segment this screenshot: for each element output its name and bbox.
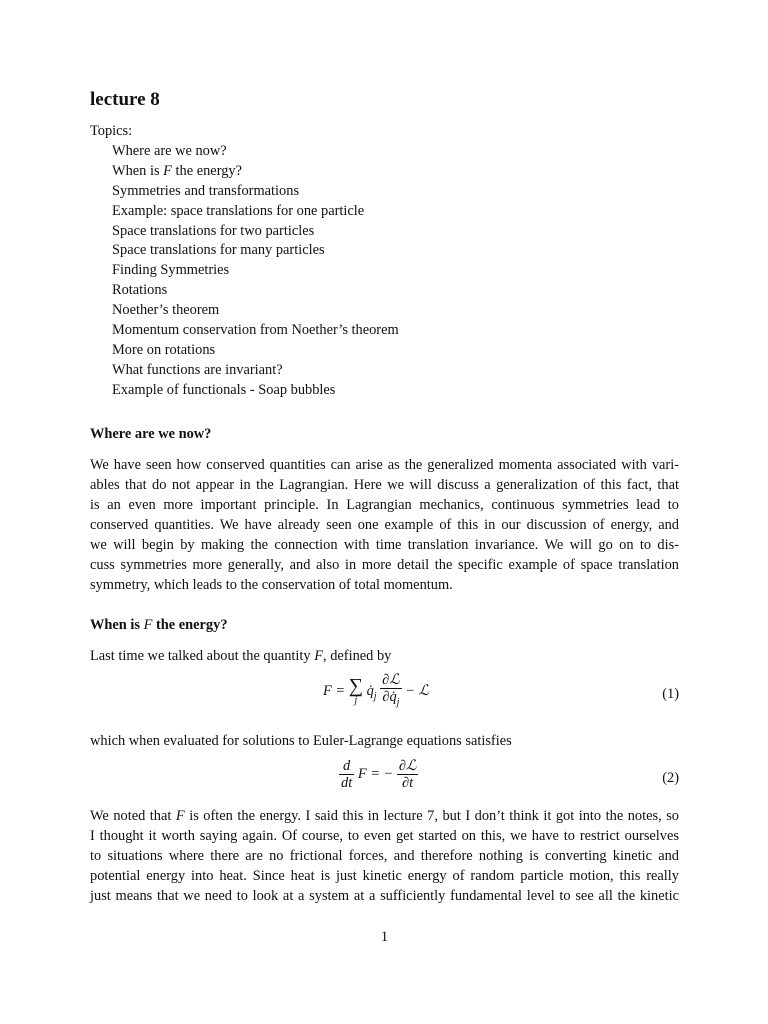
text-run: is often the energy. I said this in lecture 7, but I don’t think it got into the notes, so (184, 808, 679, 824)
heading-var: F (143, 617, 153, 633)
text-line: just means that we need to look at a system at a sufficiently fundamental level to see all the kinetic (90, 888, 679, 904)
topic-item: More on rotations (112, 341, 216, 358)
text-line: we will begin by making the connection with time translation invariance. We will go on to dis- (90, 537, 679, 553)
equation-number: (2) (662, 770, 679, 786)
section-heading-energy (90, 615, 228, 635)
text-line (90, 646, 679, 666)
lecture-title: lecture 8 (90, 89, 160, 110)
eq2-derivative (339, 758, 354, 791)
topic-item: Noether’s theorem (112, 302, 220, 319)
frac-numerator: ∂ℒ (398, 758, 417, 774)
frac-numerator: ∂ℒ (382, 672, 400, 688)
eq1-sum (349, 676, 363, 706)
eq1-lhs: F = (323, 682, 349, 699)
text-line: symmetry, which leads to the conservation of total momentum. (90, 577, 453, 593)
topic-list (90, 141, 679, 400)
math-var: F (314, 648, 323, 664)
text-line: conserved quantities. We have already seen one example of this in our discussion of energy, and (90, 517, 679, 533)
topic-item: Example: space translations for one particle (112, 202, 365, 219)
frac-denominator: ∂t (402, 775, 414, 791)
section-energy-intro (90, 646, 679, 666)
eq1-tail: − ℒ (405, 682, 429, 699)
text-line: potential energy into heat. Since heat is just kinetic energy of random particle motion, this really (90, 868, 679, 884)
topic-item: Space translations for two particles (112, 222, 315, 239)
text-line (90, 806, 679, 826)
heading-text: When is (90, 617, 144, 633)
topic-item: What functions are invariant? (112, 361, 283, 378)
topic-item: Momentum conservation from Noether’s theorem (112, 322, 399, 339)
topic-item: Finding Symmetries (112, 262, 230, 279)
between-equations-text (90, 731, 679, 751)
equation-1 (90, 672, 679, 718)
den-sub: j (396, 696, 400, 708)
sigma-symbol: ∑ (348, 675, 363, 698)
frac-denominator: dt (341, 775, 353, 791)
text-line: to situations where there are no frictional forces, and therefore nothing is converting kinetic and (90, 848, 679, 864)
frac-numerator: d (339, 758, 354, 775)
math-var: F (175, 808, 185, 824)
text-run: Last time we talked about the quantity (90, 648, 315, 664)
equation-number: (1) (662, 686, 679, 702)
eq1-coef (366, 682, 377, 702)
eq1-fraction (380, 672, 401, 711)
text-line: ables that do not appear in the Lagrangian. Here we will discuss a generalization of this fact, that (90, 477, 679, 493)
topic-item: Symmetries and transformations (112, 182, 300, 199)
page-number: 1 (380, 929, 389, 945)
coef-sub: j (373, 690, 377, 702)
coef-symbol: q̇ (366, 682, 374, 699)
topic-item: Where are we now? (112, 143, 227, 159)
section-energy-paragraph (90, 806, 679, 906)
text-run: , defined by (323, 648, 392, 664)
text-line: which when evaluated for solutions to Euler-Lagrange equations satisfies (90, 733, 512, 749)
eq2-fraction (397, 758, 418, 791)
topic-item: When is F the energy? (112, 162, 243, 179)
equation-1-body (323, 672, 429, 711)
topic-item: Example of functionals - Soap bubbles (112, 381, 336, 398)
text-line: is an even more important principle. In Lagrangian mechanics, continuous symmetries lead to (90, 497, 679, 513)
topics-label: Topics: (90, 123, 133, 139)
frac-denominator (380, 689, 401, 711)
text-line: cuss symmetries more generally, and also in more detail the specific example of space translation (90, 557, 679, 573)
topics-block (90, 121, 679, 400)
den-symbol: ∂q̇ (382, 689, 397, 705)
topic-item: Space translations for many particles (112, 242, 325, 259)
section-heading-where: Where are we now? (90, 426, 212, 442)
sum-index: j (354, 695, 358, 707)
equation-2-body (339, 758, 418, 791)
heading-text: the energy? (152, 617, 228, 633)
eq2-mid: F = − (357, 765, 394, 782)
text-line: I thought it worth saying again. Of course, to even get started on this, we have to restrict ourselves (90, 828, 679, 844)
text-run: We noted that (90, 808, 176, 824)
equation-2 (90, 758, 679, 798)
topic-item: Rotations (112, 282, 168, 299)
section-where-paragraph (90, 455, 679, 595)
text-line: We have seen how conserved quantities can arise as the generalized momenta associated with vari- (90, 457, 679, 473)
